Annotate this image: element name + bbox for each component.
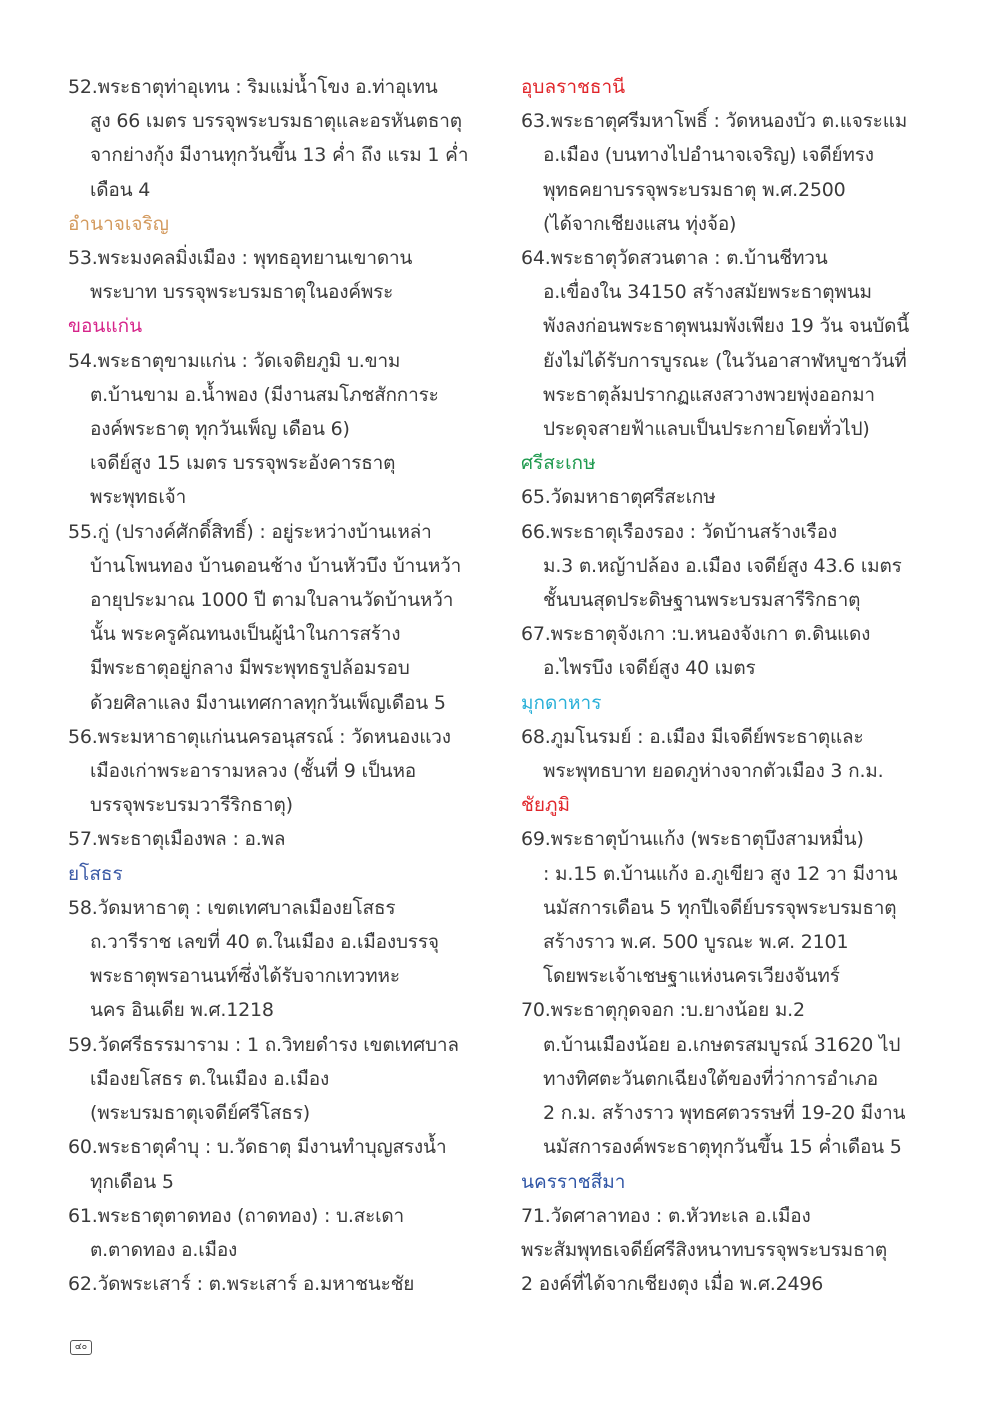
entry-line: (พระบรมธาตุเจดีย์ศรีโสธร) (90, 1102, 310, 1125)
entry-line: 2 ก.ม. สร้างราว พุทธศตวรรษที่ 19-20 มีงาน (543, 1102, 906, 1125)
entry-line: 58.วัดมหาธาตุ : เขตเทศบาลเมืองยโสธร (68, 896, 396, 919)
entry-line: โดยพระเจ้าเชษฐาแห่งนครเวียงจันทร์ (543, 965, 840, 988)
entry-line: 52.พระธาตุท่าอุเทน : ริมแม่น้ำโขง อ.ท่าอุเทน (68, 76, 438, 98)
entry-line: 59.วัดศรีธรรมาราม : 1 ถ.วิทยดำรง เขตเทศบาล (68, 1033, 459, 1056)
entry-line: เดือน 4 (90, 178, 151, 201)
entry-line: นมัสการองค์พระธาตุทุกวันขึ้น 15 ค่ำเดือน 5 (543, 1136, 902, 1159)
entry-64 (521, 241, 941, 446)
province-heading-amnat-charoen: อำนาจเจริญ (68, 212, 169, 235)
entry-line: สูง 66 เมตร บรรจุพระบรมธาตุและอรหันตธาตุ (90, 110, 462, 133)
entry-line: เจดีย์สูง 15 เมตร บรรจุพระอังคารธาตุ (90, 452, 396, 475)
entry-line: จากย่างกุ้ง มีงานทุกวันขึ้น 13 ค่ำ ถึง แรม 1 ค่ำ (90, 144, 469, 167)
entry-line: ทุกเดือน 5 (90, 1170, 174, 1193)
entry-line: ชั้นบนสุดประดิษฐานพระบรมสารีริกธาตุ (543, 589, 861, 612)
entry-line: ด้วยศิลาแลง มีงานเทศกาลทุกวันเพ็ญเดือน 5 (90, 691, 446, 714)
entry-line: ยังไม่ได้รับการบูรณะ (ในวันอาสาฬหบูชาวันที่ (543, 349, 907, 372)
province-heading-khon-kaen: ขอนแก่น (68, 315, 143, 338)
entry-71 (521, 1199, 941, 1302)
province-heading-ubon-ratchathani: อุบลราชธานี (521, 76, 626, 98)
entry-line: องค์พระธาตุ ทุกวันเพ็ญ เดือน 6) (90, 418, 350, 441)
entry-line: อ.เขื่องใน 34150 สร้างสมัยพระธาตุพนม (543, 281, 872, 304)
entry-line: บรรจุพระบรมวารีริกธาตุ) (90, 794, 293, 817)
entry-61 (68, 1199, 488, 1267)
entry-line: นคร อินเดีย พ.ศ.1218 (90, 999, 274, 1022)
entry-line: พระพุทธบาท ยอดภูห่างจากตัวเมือง 3 ก.ม. (543, 760, 884, 783)
entry-line: สร้างราว พ.ศ. 500 บูรณะ พ.ศ. 2101 (543, 931, 849, 954)
entry-line: 54.พระธาตุขามแก่น : วัดเจติยภูมิ บ.ขาม (68, 349, 401, 372)
entry-63 (521, 104, 941, 241)
entry-line: 56.พระมหาธาตุแก่นนครอนุสรณ์ : วัดหนองแวง (68, 725, 451, 748)
entry-line: พระสัมพุทธเจดีย์ศรีสิงหนาทบรรจุพระบรมธาตุ (521, 1238, 887, 1261)
entry-line: 68.ภูมโนรมย์ : อ.เมือง มีเจดีย์พระธาตุและ (521, 725, 864, 748)
entry-line: พังลงก่อนพระธาตุพนมพังเพียง 19 วัน จนบัดนี้ (543, 315, 910, 338)
entry-66 (521, 515, 941, 618)
entry-line: 2 องค์ที่ได้จากเชียงตุง เมื่อ พ.ศ.2496 (521, 1273, 824, 1296)
entry-62 (68, 1267, 488, 1301)
entry-line: 53.พระมงคลมิ่งเมือง : พุทธอุทยานเขาดาน (68, 247, 413, 270)
entry-58 (68, 891, 488, 1028)
province-heading-nakhon-ratchasima: นครราชสีมา (521, 1170, 626, 1193)
entry-line: นั้น พระครูคัณทนงเป็นผู้นำในการสร้าง (90, 623, 401, 646)
entry-line: ม.3 ต.หญ้าปล้อง อ.เมือง เจดีย์สูง 43.6 เมตร (543, 554, 902, 577)
entry-55 (68, 515, 488, 720)
entry-line: พระพุทธเจ้า (90, 486, 187, 509)
entry-line: เมืองเก่าพระอารามหลวง (ชั้นที่ 9 เป็นหอ (90, 760, 417, 783)
entry-line: 66.พระธาตุเรืองรอง : วัดบ้านสร้างเรือง (521, 520, 837, 543)
entry-67 (521, 617, 941, 685)
entry-57 (68, 822, 488, 856)
entry-line: ต.ตาดทอง อ.เมือง (90, 1238, 238, 1261)
entry-60 (68, 1130, 488, 1198)
entry-line: พระธาตุพรอานนท์ซึ่งได้รับจากเทวทหะ (90, 965, 400, 988)
entry-line: อ.ไพรบึง เจดีย์สูง 40 เมตร (543, 657, 756, 680)
entry-line: บ้านโพนทอง บ้านดอนช้าง บ้านหัวบึง บ้านหว้า (90, 554, 462, 577)
entry-65 (521, 480, 941, 514)
entry-line: 69.พระธาตุบ้านแก้ง (พระธาตุบึงสามหมื่น) (521, 828, 864, 851)
entry-59 (68, 1028, 488, 1131)
entry-line: 61.พระธาตุตาดทอง (ถาดทอง) : บ.สะเดา (68, 1204, 404, 1227)
entry-line: 67.พระธาตุจังเกา :บ.หนองจังเกา ต.ดินแดง (521, 623, 871, 646)
entry-line: ต.บ้านเมืองน้อย อ.เกษตรสมบูรณ์ 31620 ไป (543, 1033, 901, 1056)
entry-68 (521, 720, 941, 788)
entry-line: พระบาท บรรจุพระบรมธาตุในองค์พระ (90, 281, 394, 304)
entry-line: อ.เมือง (บนทางไปอำนาจเจริญ) เจดีย์ทรง (543, 144, 874, 167)
province-heading-chaiyaphum: ชัยภูมิ (521, 794, 571, 817)
entry-line: 60.พระธาตุคำบุ : บ.วัดธาตุ มีงานทำบุญสรงน้ำ (68, 1136, 447, 1159)
entry-line: มีพระธาตุอยู่กลาง มีพระพุทธรูปล้อมรอบ (90, 657, 410, 680)
entry-line: นมัสการเดือน 5 ทุกปีเจดีย์บรรจุพระบรมธาตุ (543, 896, 897, 919)
entry-line: : ม.15 ต.บ้านแก้ง อ.ภูเขียว สูง 12 วา มีงาน (543, 862, 898, 885)
entry-line: 71.วัดศาลาทอง : ต.หัวทะเล อ.เมือง (521, 1204, 811, 1227)
entry-line: 57.พระธาตุเมืองพล : อ.พล (68, 828, 286, 851)
entry-line: ถ.วารีราช เลขที่ 40 ต.ในเมือง อ.เมืองบรรจุ (90, 931, 439, 954)
entry-line: อายุประมาณ 1000 ปี ตามใบลานวัดบ้านหว้า (90, 589, 454, 612)
entry-line: 65.วัดมหาธาตุศรีสะเกษ (521, 486, 716, 509)
entry-line: 64.พระธาตุวัดสวนตาล : ต.บ้านชีทวน (521, 247, 828, 270)
entry-line: 55.กู่ (ปรางค์ศักดิ์สิทธิ์) : อยู่ระหว่างบ้านเหล่า (68, 520, 432, 543)
entry-56 (68, 720, 488, 823)
entry-line: (ได้จากเชียงแสน ทุ่งจ้อ) (543, 212, 737, 235)
entry-52 (68, 70, 488, 207)
entry-line: 70.พระธาตุกุดจอก :บ.ยางน้อย ม.2 (521, 999, 805, 1022)
entry-line: เมืองยโสธร ต.ในเมือง อ.เมือง (90, 1067, 330, 1090)
entry-53 (68, 241, 488, 309)
entry-line: 63.พระธาตุศรีมหาโพธิ์ : วัดหนองบัว ต.แจระแม (521, 110, 908, 133)
entry-line: พระธาตุล้มปรากฏแสงสวางพวยพุ่งออกมา (543, 383, 875, 406)
entry-line: 62.วัดพระเสาร์ : ต.พระเสาร์ อ.มหาชนะชัย (68, 1273, 415, 1296)
entry-line: พุทธคยาบรรจุพระบรมธาตุ พ.ศ.2500 (543, 178, 846, 201)
province-heading-yasothon: ยโสธร (68, 862, 123, 885)
province-heading-mukdahan: มุกดาหาร (521, 691, 602, 714)
entry-line: ต.บ้านขาม อ.น้ำพอง (มีงานสมโภชสักการะ (90, 383, 439, 406)
entry-70 (521, 993, 941, 1164)
page-number: ๔๐ (70, 1340, 92, 1355)
entry-69 (521, 822, 941, 993)
left-column (68, 70, 488, 1301)
province-heading-sisaket: ศรีสะเกษ (521, 452, 596, 475)
entry-line: ทางทิศตะวันตกเฉียงใต้ของที่ว่าการอำเภอ (543, 1067, 878, 1090)
right-column (521, 70, 941, 1301)
entry-line: ประดุจสายฟ้าแลบเป็นประกายโดยทั่วไป) (543, 418, 870, 441)
entry-54 (68, 344, 488, 515)
